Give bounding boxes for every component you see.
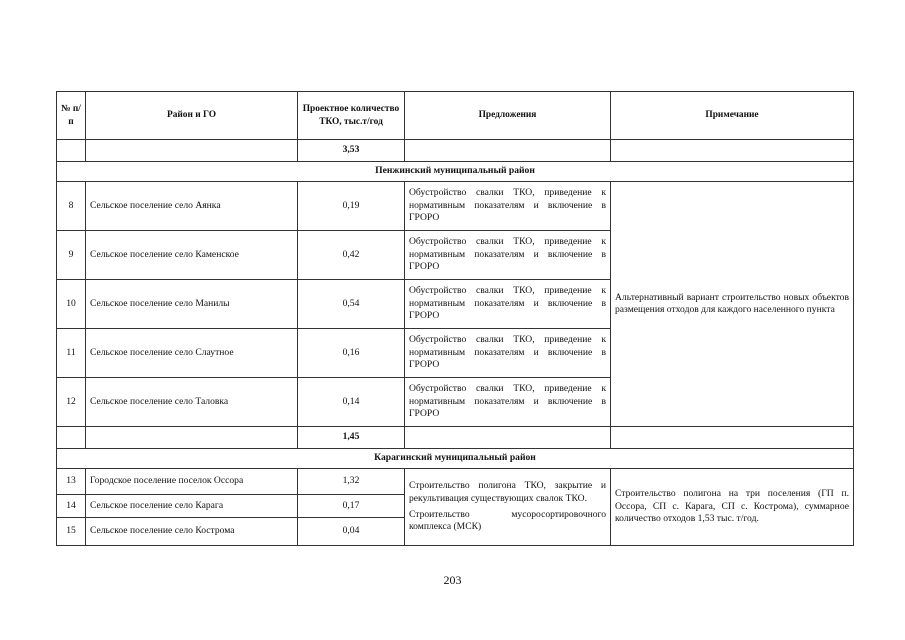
page-number: 203 [443,573,462,587]
table-row [57,469,854,495]
row-district: Сельское поселение село Таловка [86,378,298,427]
section-title-penzhinsky: Пенжинский муниципальный район [57,162,854,182]
row-volume: 0,17 [298,495,405,518]
header-note: Примечание [611,92,854,140]
row-number: 9 [57,231,86,280]
row-district: Городское поселение поселок Оссора [86,469,298,495]
row-number: 15 [57,518,86,546]
section-title-karaginsky: Карагинский муниципальный район [57,449,854,469]
row-number: 10 [57,280,86,329]
row-number: 11 [57,329,86,378]
row-proposal: Обустройство свалки ТКО, приведение к нормативным показателям и включение в ГРОРО [405,329,611,378]
penzhinsky-note: Альтернативный вариант строительство новых объектов размещения отходов для каждого населенного пункта [611,182,854,427]
row-proposal: Обустройство свалки ТКО, приведение к нормативным показателям и включение в ГРОРО [405,231,611,280]
row-district: Сельское поселение село Слаутное [86,329,298,378]
row-number: 14 [57,495,86,518]
row-volume: 0,19 [298,182,405,231]
row-volume: 0,54 [298,280,405,329]
row-volume: 1,32 [298,469,405,495]
header-district: Район и ГО [86,92,298,140]
karaginsky-note: Строительство полигона на три поселения (ГП п. Оссора, СП с. Карага, СП с. Кострома), суммарное количество отходов 1,53 тыс. т/год. [611,469,854,546]
row-number: 13 [57,469,86,495]
table-row [57,182,854,231]
row-volume: 0,16 [298,329,405,378]
row-district: Сельское поселение село Карага [86,495,298,518]
row-volume: 0,42 [298,231,405,280]
header-num: № п/п [57,92,86,140]
subtotal-row [57,427,854,449]
subtotal-row [57,140,854,162]
section-row [57,162,854,182]
waste-table [56,91,854,546]
subtotal-value: 3,53 [298,140,405,162]
row-proposal: Обустройство свалки ТКО, приведение к нормативным показателям и включение в ГРОРО [405,182,611,231]
karaginsky-proposal [405,469,611,546]
section-row [57,449,854,469]
row-district: Сельское поселение село Каменское [86,231,298,280]
subtotal-value: 1,45 [298,427,405,449]
row-proposal: Обустройство свалки ТКО, приведение к нормативным показателям и включение в ГРОРО [405,378,611,427]
row-district: Сельское поселение село Манилы [86,280,298,329]
row-volume: 0,04 [298,518,405,546]
proposal-sorting-complex: Строительство мусоросортировочного комплекса (МСК) [409,509,606,533]
header-proposals: Предложения [405,92,611,140]
row-proposal: Обустройство свалки ТКО, приведение к нормативным показателям и включение в ГРОРО [405,280,611,329]
proposal-landfill: Строительство полигона ТКО, закрытие и рекультивация существующих свалок ТКО. [409,480,606,504]
row-district: Сельское поселение село Кострома [86,518,298,546]
row-district: Сельское поселение село Аянка [86,182,298,231]
row-number: 8 [57,182,86,231]
header-row [57,92,854,140]
header-volume: Проектное количество ТКО, тыс.т/год [298,92,405,140]
row-volume: 0,14 [298,378,405,427]
row-number: 12 [57,378,86,427]
